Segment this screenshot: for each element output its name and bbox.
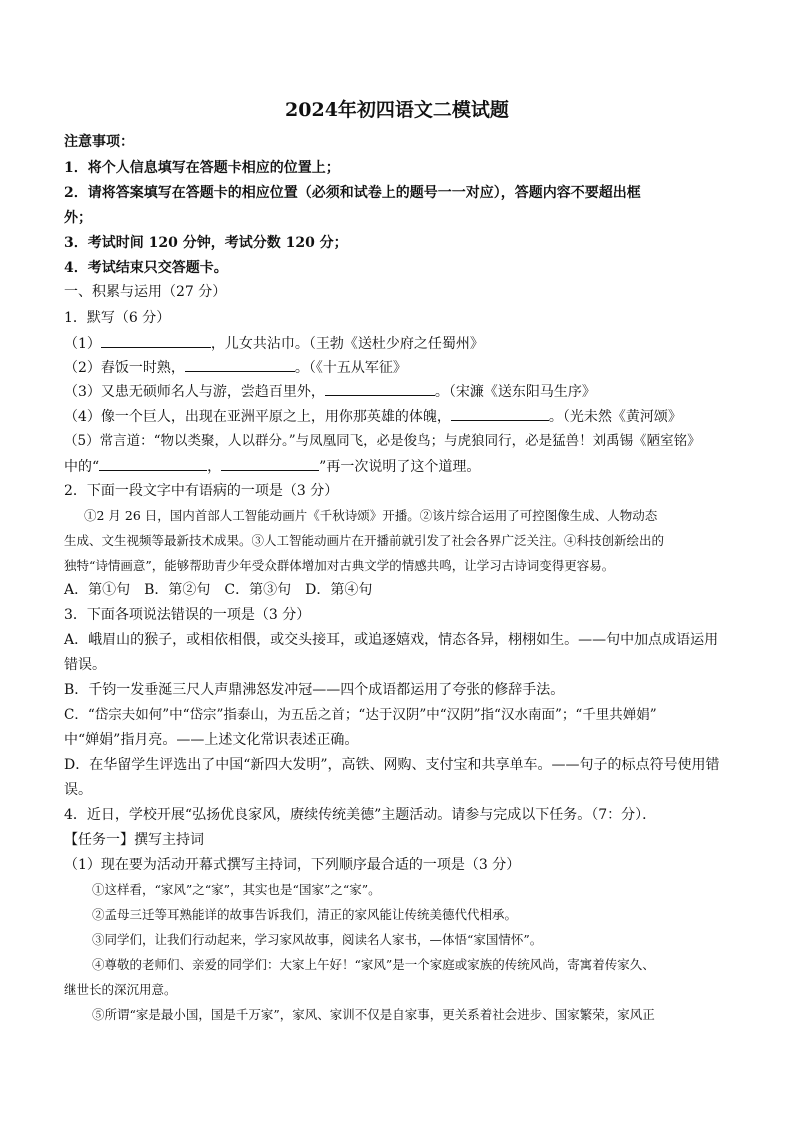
q1-line-4-suffix: 。（光未然《黄河颂》: [548, 409, 682, 425]
notice-item: 1．将个人信息填写在答题卡相应的位置上；: [64, 160, 340, 176]
q1-line-6: [64, 457, 480, 476]
q4-sentence: ④尊敬的老师们、亲爱的同学们：大家上午好！“家风”是一个家庭或家族的传统风尚，寄寓着传家久、: [92, 957, 655, 972]
q1-line-5: （5）常言道：“物以类聚，人以群分。”与凤凰同飞，必是俊鸟；与虎狼同行，必是猛兽！刘禹锡《陋室铭》: [64, 433, 701, 449]
notice-item: 2．请将答案填写在答题卡的相应位置（必须和试卷上的题号一一对应），答题内容不要超出框: [64, 185, 641, 201]
notice-item: 外；: [64, 210, 92, 226]
answer-blank: [451, 407, 549, 421]
q4-sentence: ⑤所谓“家是最小国，国是千万家”，家风、家训不仅是自家事，更关系着社会进步、国家繁荣，家风正: [92, 1007, 655, 1022]
page-title: 2024年初四语文二模试题: [285, 99, 509, 121]
q1-line-6-prefix: 中的“: [64, 459, 100, 475]
q4-sentence: ①这样看，“家风”之“家”，其实也是“国家”之“家”。: [92, 882, 381, 897]
q3-option-d-cont: 误。: [64, 782, 92, 798]
notice-heading: 注意事项：: [64, 134, 134, 150]
q1-line-4: [64, 407, 682, 426]
answer-blank: [101, 334, 211, 348]
notice-item: 4．考试结束只交答题卡。: [64, 260, 228, 276]
q3-option-b: B．千钧一发垂涎三尺人声鼎沸怒发冲冠——四个成语都运用了夸张的修辞手法。: [64, 682, 565, 698]
q1-line-2-suffix: 。（《十五从军征》: [294, 360, 407, 376]
q1-line-6-separator: ，: [207, 459, 222, 475]
q1-line-2: [64, 358, 407, 377]
notice-item: 3．考试时间 120 分钟，考试分数 120 分；: [64, 235, 348, 251]
q2-passage-line: 生成、文生视频等最新技术成果。③人工智能动画片在开播前就引发了社会各界广泛关注。④科技创新绘出的: [64, 533, 665, 548]
q4-sentence: ③同学们，让我们行动起来，学习家风故事，阅读名人家书，—体悟“家国情怀”。: [92, 932, 543, 947]
q3-option-c-cont: 中“婵娟”指月亮。——上述文化常识表述正确。: [64, 732, 359, 748]
answer-blank: [99, 457, 207, 471]
question-4-heading: 4．近日，学校开展“弘扬优良家风，赓续传统美德”主题活动。请参与完成以下任务。（7：分）．: [64, 807, 657, 823]
q1-line-3-prefix: （3）又患无硕师名人与游，尝趋百里外，: [64, 384, 325, 400]
q1-line-2-prefix: （2）舂饭一时熟，: [64, 360, 185, 376]
question-2-heading: 2．下面一段文字中有语病的一项是（3 分）: [64, 483, 339, 499]
question-1-heading: 1．默写（6 分）: [64, 310, 171, 326]
q4-sub-question-1: （1）现在要为活动开幕式撰写主持词，下列顺序最合适的一项是（3 分）: [64, 857, 521, 873]
answer-blank: [221, 457, 319, 471]
q3-option-a-cont: 错误。: [64, 657, 106, 673]
answer-blank: [325, 382, 435, 396]
answer-blank: [185, 358, 295, 372]
q3-option-c: C．“岱宗夫如何”中“岱宗”指泰山，为五岳之首；“达于汉阴”中“汉阴”指“汉水南面”；“千里共婵娟”: [64, 707, 657, 723]
q1-line-1-prefix: （1）: [64, 336, 101, 352]
q3-option-a: A．峨眉山的猴子，或相依相偎，或交头接耳，或追逐嬉戏，情态各异，栩栩如生。——句中加点成语运用: [64, 632, 719, 648]
q2-options: A．第①句 B．第②句 C．第③句 D．第④句: [64, 582, 373, 598]
q1-line-1-suffix: ，儿女共沾巾。（王勃《送杜少府之任蜀州》: [210, 336, 484, 352]
q4-sentence: ②孟母三迁等耳熟能详的故事告诉我们，清正的家风能让传统美德代代相承。: [92, 907, 518, 922]
q2-passage-line: ①2 月 26 日，国内首部人工智能动画片《千秋诗颂》开播。②该片综合运用了可控图像生成、人物动态: [84, 508, 658, 523]
q4-task-1: 【任务一】撰写主持词: [64, 832, 204, 848]
q3-option-d: D．在华留学生评选出了中国“新四大发明”，高铁、网购、支付宝和共享单车。——句子的标点符号使用错: [64, 757, 720, 773]
q1-line-6-suffix: ”再一次说明了这个道理。: [319, 459, 481, 475]
q1-line-3: [64, 382, 596, 401]
q2-passage-line: 独特“诗情画意”，能够帮助青少年受众群体增加对古典文学的情感共鸣，让学习古诗词变得更容易。: [64, 558, 615, 573]
question-3-heading: 3．下面各项说法错误的一项是（3 分）: [64, 607, 311, 623]
q1-line-3-suffix: 。（宋濂《送东阳马生序》: [434, 384, 596, 400]
section-heading: 一、积累与运用（27 分）: [64, 284, 227, 300]
q1-line-4-prefix: （4）像一个巨人，出现在亚洲平原之上，用你那英雄的体魄，: [64, 409, 451, 425]
q4-sentence-cont: 继世长的深沉用意。: [64, 982, 177, 997]
q1-line-1: [64, 334, 484, 353]
